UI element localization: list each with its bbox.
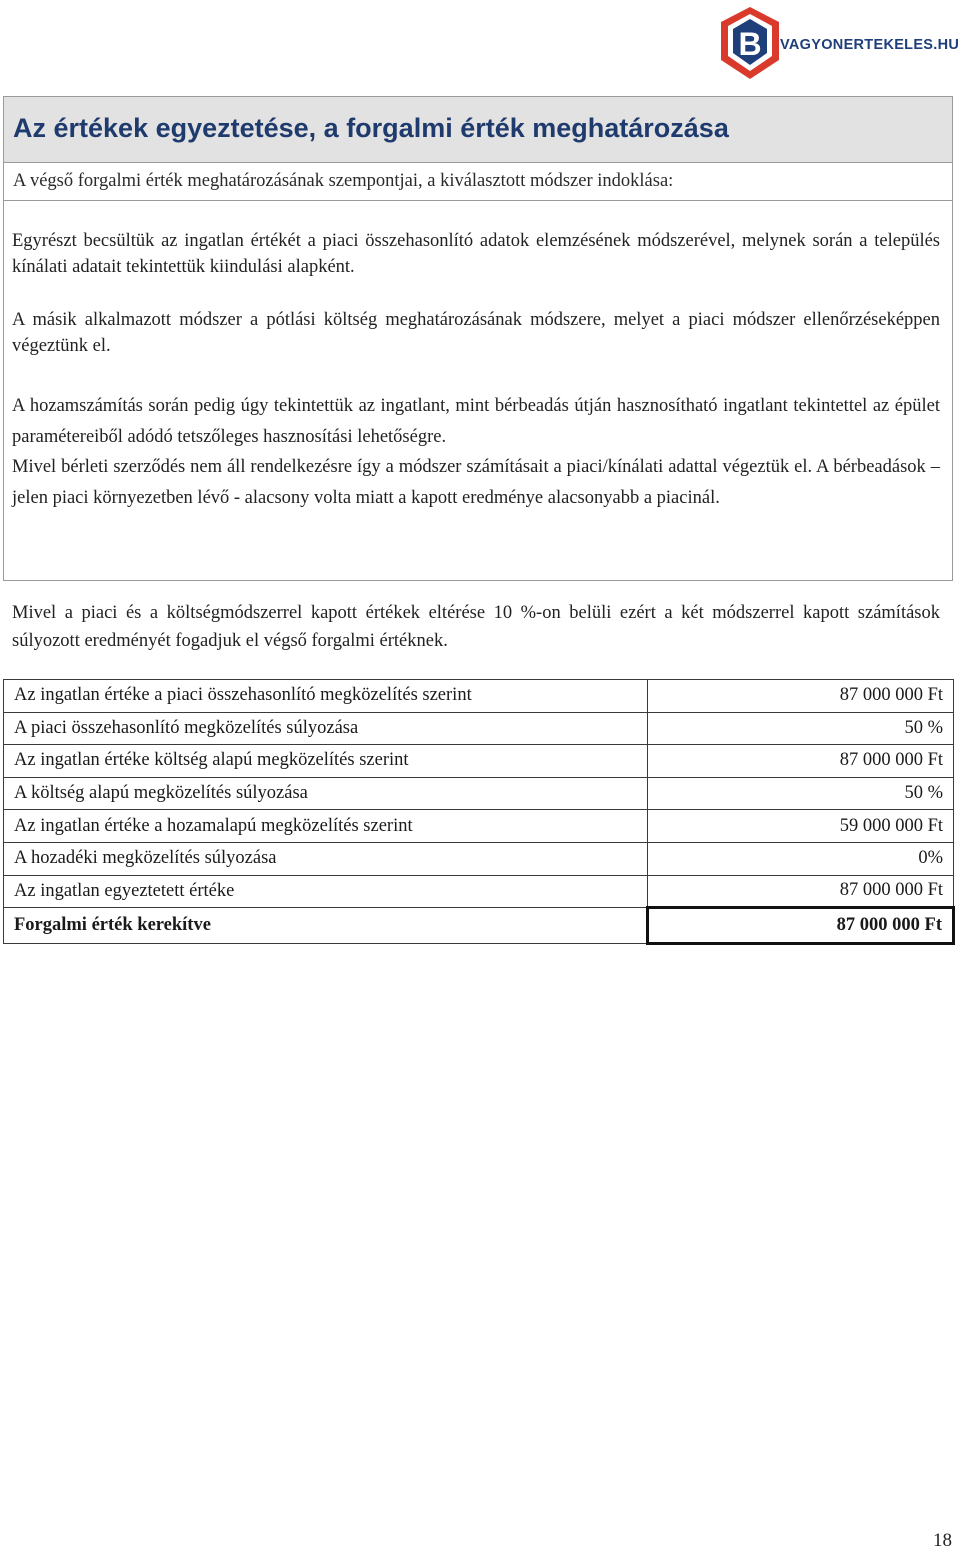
row-label: A piaci összehasonlító megközelítés súlyozása: [4, 712, 648, 745]
table-row: [4, 712, 954, 745]
row-label: Az ingatlan értéke költség alapú megközelítés szerint: [4, 745, 648, 778]
section-subtitle-bar: [4, 163, 952, 201]
paragraph-cost-method: A másik alkalmazott módszer a pótlási költség meghatározásának módszere, melyet a piaci módszer ellenőrzéseképpen végeztünk el.: [12, 310, 940, 356]
table-row: [4, 680, 954, 713]
final-value-row: [4, 908, 954, 944]
table-row: [4, 745, 954, 778]
table-row: [4, 842, 954, 875]
paragraph-conclusion: Mivel a piaci és a költségmódszerrel kapott értékek eltérése 10 %-on belüli ezért a két módszerrel kapott számítások súlyozott eredményét fogadjuk el végső forgalmi értéknek.: [12, 603, 940, 651]
paragraph-market-method: Egyrészt becsültük az ingatlan értékét a piaci összehasonlító adatok elemzésének módszerével, melynek során a település kínálati adatait tekintettük kiindulási alapként.: [12, 231, 940, 277]
logo-letter: B: [738, 26, 762, 62]
paragraph-income-method: [12, 391, 940, 513]
table-row: [4, 777, 954, 810]
row-value: 50 %: [648, 777, 954, 810]
row-value: 87 000 000 Ft: [648, 875, 954, 908]
table-row: [4, 875, 954, 908]
valuation-table: [3, 679, 955, 945]
logo-wordmark: VAGYONERTEKELES.HU: [780, 37, 960, 53]
section-subtitle: A végső forgalmi érték meghatározásának szempontjai, a kiválasztott módszer indoklása:: [13, 171, 674, 191]
row-label: Az ingatlan értéke a piaci összehasonlító megközelítés szerint: [4, 680, 648, 713]
row-value: 59 000 000 Ft: [648, 810, 954, 843]
logo-emblem-icon: [718, 4, 782, 82]
section-title: Az értékek egyeztetése, a forgalmi érték meghatározása: [13, 113, 729, 143]
row-label: A költség alapú megközelítés súlyozása: [4, 777, 648, 810]
table-row: [4, 810, 954, 843]
row-label: A hozadéki megközelítés súlyozása: [4, 842, 648, 875]
page-number: 18: [933, 1530, 952, 1551]
row-label: Az ingatlan egyeztetett értéke: [4, 875, 648, 908]
final-value-label: Forgalmi érték kerekítve: [4, 908, 648, 944]
brand-logo: [718, 4, 958, 82]
income-method-text-1: A hozamszámítás során pedig úgy tekintettük az ingatlant, mint bérbeadás útján hasznosítható ingatlant tekintettel az épület paramétereiből adódó tetszőleges hasznosítási lehetőségre.: [12, 396, 940, 447]
final-value-amount: 87 000 000 Ft: [648, 908, 954, 944]
row-value: 0%: [648, 842, 954, 875]
income-method-text-2: Mivel bérleti szerződés nem áll rendelkezésre így a módszer számításait a piaci/kínálati adattal végeztük el. A bérbeadások – jelen piaci környezetben lévő - alacsony volta miatt a kapott eredménye alacsonyabb a piacinál.: [12, 457, 940, 508]
row-value: 87 000 000 Ft: [648, 745, 954, 778]
row-value: 87 000 000 Ft: [648, 680, 954, 713]
section-title-bar: [4, 97, 952, 163]
row-label: Az ingatlan értéke a hozamalapú megközelítés szerint: [4, 810, 648, 843]
row-value: 50 %: [648, 712, 954, 745]
